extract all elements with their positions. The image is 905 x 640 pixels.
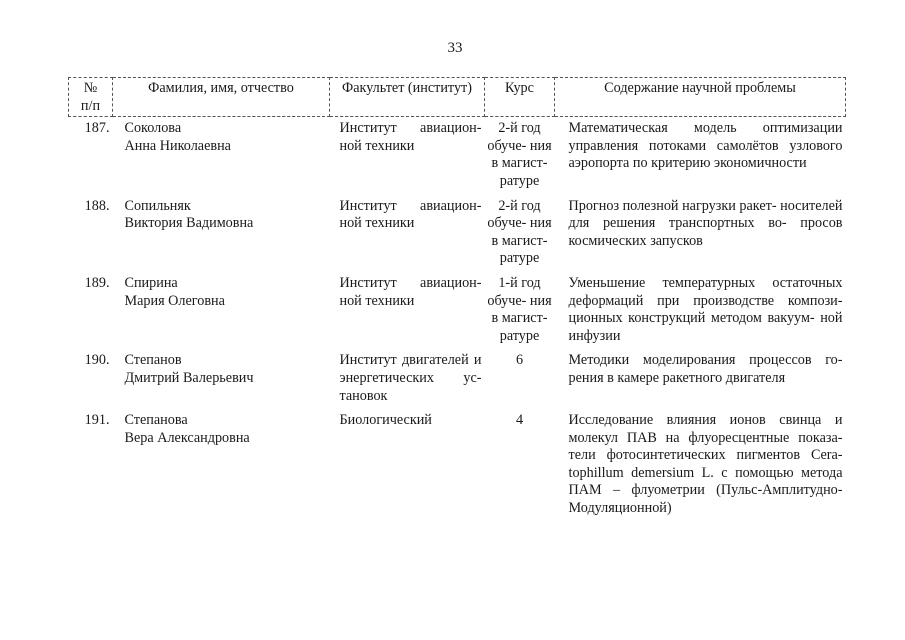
row-course: 2-й год обуче- ния в магист- ратуре	[487, 197, 552, 267]
row-surname: Сопильняк	[124, 197, 191, 214]
row-surname: Спирина	[124, 274, 178, 291]
row-problem: Методики моделирования процессов го- рения в камере ракетного двигателя	[568, 352, 843, 386]
row-name	[113, 272, 330, 349]
table-row	[69, 349, 846, 409]
row-given-name: Вера Александровна	[124, 429, 250, 446]
row-number: 188.	[84, 197, 110, 214]
row-faculty: Институт авиацион- ной техники	[339, 197, 482, 232]
table-row	[69, 409, 846, 522]
row-faculty: Институт двигателей и энергетических ус- тановок	[339, 352, 482, 404]
header-faculty: Факультет (институт)	[330, 78, 485, 117]
row-problem: Прогноз полезной нагрузки ракет- носителей для решения транспортных во- просов космических запусков	[568, 197, 843, 249]
row-name	[113, 117, 330, 195]
header-number-line2: п/п	[80, 97, 101, 114]
row-surname: Степанов	[124, 352, 182, 369]
row-number: 190.	[84, 352, 110, 369]
row-problem: Исследование влияния ионов свинца и молекул ПАВ на флуоресцентные показа- тели фотосинтетических пигментов Cera- tophillum demersium L. с помощью метода ПАМ – флуометрии (Пульс-Амплитудно- Модуляционной)	[568, 412, 843, 517]
header-problem: Содержание научной проблемы	[555, 78, 846, 117]
row-given-name: Дмитрий Валерьевич	[124, 369, 254, 386]
row-number: 191.	[84, 412, 110, 429]
row-problem: Математическая модель оптимизации управления потоками самолётов узлового аэропорта по критерию экономичности	[568, 120, 843, 172]
header-name: Фамилия, имя, отчество	[113, 78, 330, 117]
row-course: 6	[515, 352, 524, 369]
header-number	[69, 78, 113, 117]
row-name	[113, 409, 330, 522]
header-number-line1: №	[83, 80, 98, 96]
row-name	[113, 195, 330, 272]
row-number: 189.	[84, 274, 110, 291]
table-body	[69, 117, 846, 522]
page-number: 33	[447, 40, 463, 56]
row-course: 4	[515, 412, 524, 429]
row-faculty: Биологический	[339, 412, 432, 429]
row-surname: Степанова	[124, 412, 188, 429]
table-row	[69, 195, 846, 272]
table-row	[69, 117, 846, 195]
row-given-name: Анна Николаевна	[124, 137, 231, 154]
row-problem: Уменьшение температурных остаточных деформаций при производстве компози- ционных конструкций методом вакуум- ной инфузии	[568, 274, 843, 344]
row-faculty: Институт авиацион- ной техники	[339, 274, 482, 309]
row-surname: Соколова	[124, 120, 182, 137]
row-course: 2-й год обуче- ния в магист- ратуре	[487, 120, 552, 189]
table-row	[69, 272, 846, 349]
row-number: 187.	[84, 120, 110, 137]
table-header	[69, 78, 846, 117]
row-faculty: Институт авиацион- ной техники	[339, 120, 482, 154]
row-given-name: Мария Олеговна	[124, 292, 225, 309]
students-table	[68, 77, 846, 522]
header-course: Курс	[485, 78, 555, 117]
row-course: 1-й год обуче- ния в магист- ратуре	[487, 274, 552, 344]
row-name	[113, 349, 330, 409]
row-given-name: Виктория Вадимовна	[124, 215, 254, 232]
